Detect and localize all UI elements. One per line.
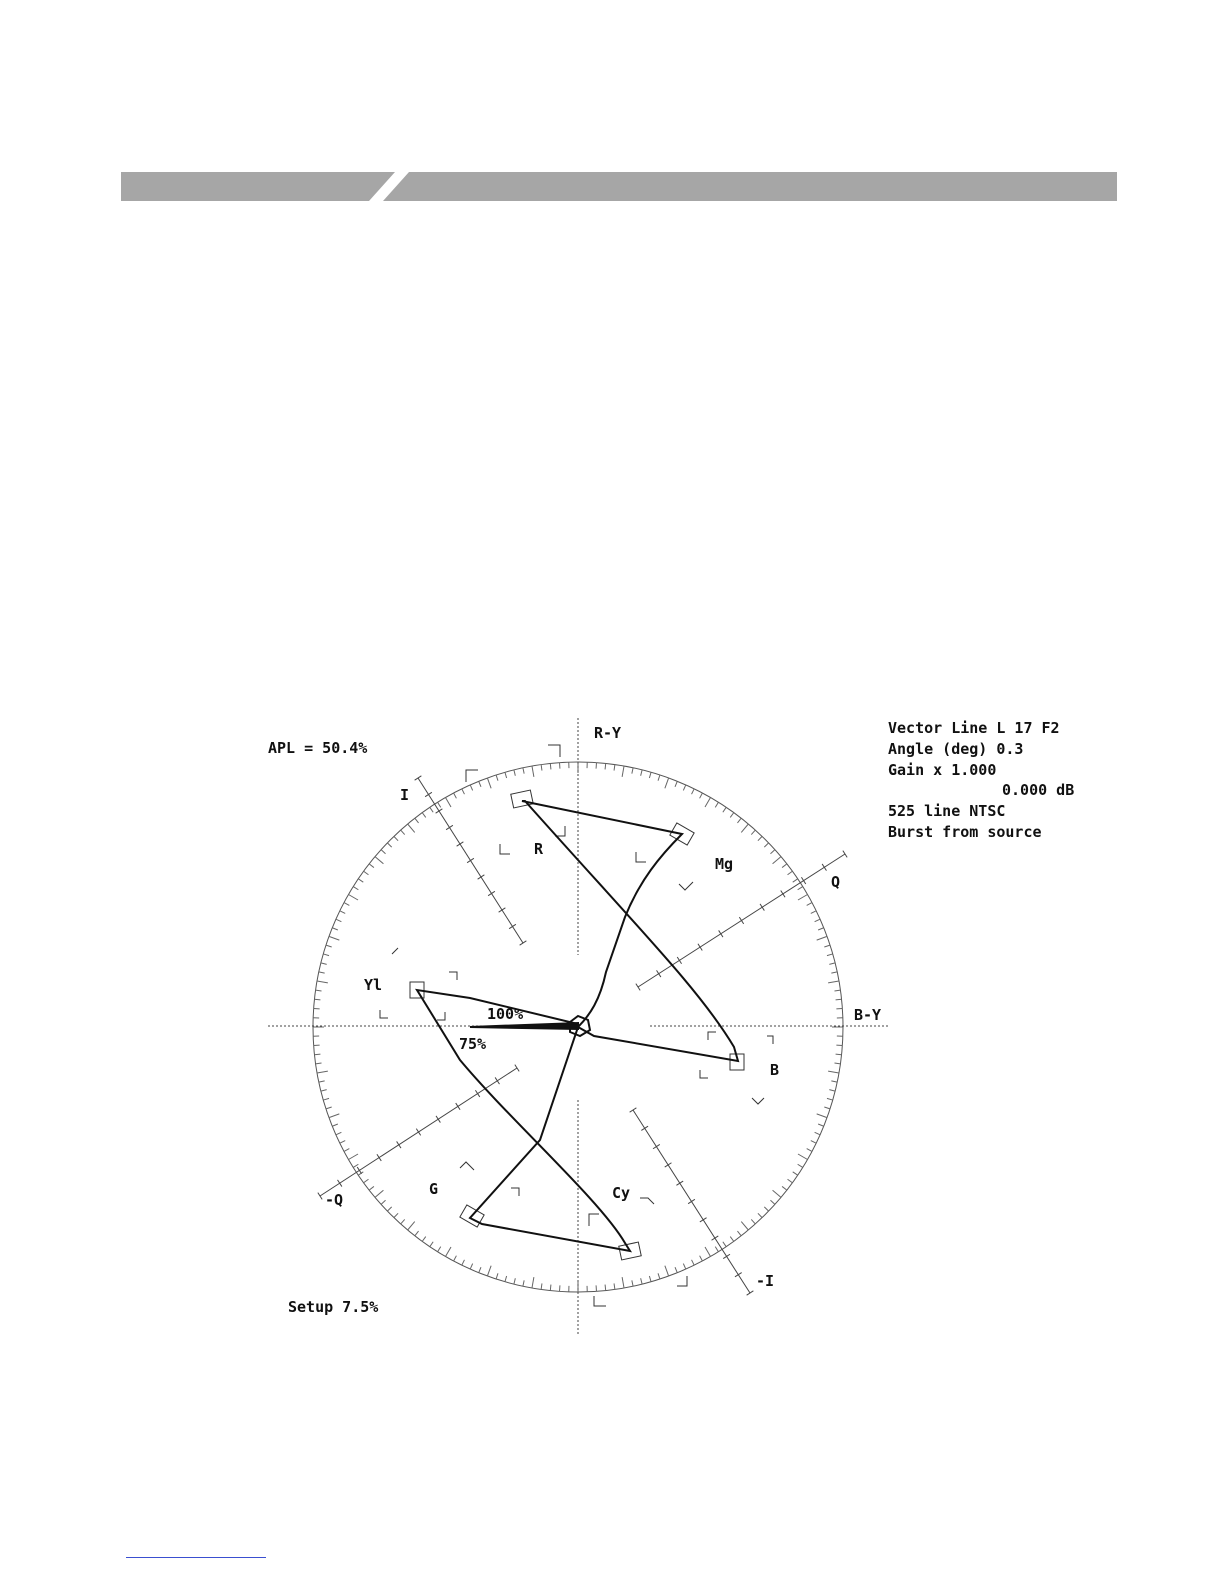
graticule-tick [541,765,542,771]
graticule-tick [408,1222,415,1230]
axis-tick [425,792,432,796]
graticule-tick [827,1098,833,1100]
graticule-tick [353,887,358,890]
graticule-tick [807,903,812,906]
graticule-tick [798,1164,803,1167]
graticule-tick [614,765,615,771]
axis-tick [723,1254,730,1258]
graticule-tick [523,768,524,774]
q-axis-label: Q [831,873,841,891]
axis-tick [488,891,495,895]
graticule-tick [758,1213,762,1217]
graticule-tick [394,1213,398,1217]
footer-rule [126,1557,266,1558]
axis-tick [657,970,661,977]
graticule-tick [479,781,481,787]
graticule-tick [730,813,734,818]
target-label-mg: Mg [715,855,734,873]
axis-tick [781,891,785,898]
graticule-tick [514,770,515,776]
graticule-tick [782,1186,787,1190]
graticule-tick [446,1247,452,1257]
axis-tick [700,1218,707,1222]
graticule-tick [340,911,345,914]
target-label-yl: Yl [364,976,383,994]
axis-tick [436,809,443,813]
axis-tick [357,1167,361,1174]
graticule-tick [375,1190,383,1197]
graticule-tick [632,1280,633,1286]
graticule-tick [316,1063,322,1064]
readout-burst: Burst from source [888,823,1042,841]
graticule-tick [336,919,341,921]
axis-tick [499,908,506,912]
graticule-tick [470,1264,472,1269]
graticule-tick [798,1154,808,1160]
graticule-tick [815,1132,820,1134]
graticule-tick [375,857,383,864]
graticule-tick [401,1219,405,1223]
burst-vector [470,1023,578,1029]
graticule-tick [770,850,774,854]
graticule-tick [349,895,359,901]
r-y-axis-label: R-Y [594,724,622,742]
graticule-tick [675,781,677,787]
axis-tick [641,1126,648,1130]
graticule-tick [831,1081,837,1082]
axis-tick [760,904,764,911]
axis-tick [822,864,826,871]
graticule-tick [700,793,703,798]
graticule-tick [381,850,385,854]
graticule-tick [462,789,465,794]
graticule-tick [649,772,651,778]
graticule-tick [317,981,328,983]
graticule-tick [381,1200,385,1204]
graticule-tick [793,1172,798,1175]
graticule-tick [541,1283,542,1289]
graticule-tick [523,1280,524,1286]
target-label-r: R [534,840,544,858]
graticule-tick [827,954,833,956]
graticule-tick [316,990,322,991]
graticule-tick [329,936,339,940]
minus-i-axis-label: -I [756,1272,775,1290]
graticule-tick [683,1264,685,1269]
graticule-tick [321,963,327,964]
graticule-tick [387,843,391,847]
axis-tick [495,1077,499,1084]
axis-tick [436,1116,440,1123]
axis-tick [843,851,847,858]
axis-tick [739,917,743,924]
graticule-tick [834,990,840,991]
target-label-b: B [770,1061,780,1079]
target-label-g: G [429,1180,439,1198]
graticule-tick [824,1107,830,1109]
graticule-tick [632,768,633,774]
graticule-tick [705,1247,711,1257]
graticule-tick [401,830,405,834]
graticule-tick [641,1278,642,1284]
axis-tick [688,1199,695,1203]
graticule-tick [422,1237,426,1242]
graticule-tick [415,818,419,823]
axis-tick [475,1090,479,1097]
graticule-tick [487,778,491,788]
axis-tick [509,924,516,928]
graticule-tick [344,903,349,906]
graticule-tick [319,1081,325,1082]
graticule-tick [817,1114,827,1118]
graticule-tick [314,999,320,1000]
graticule-tick [454,1256,457,1261]
axis-tick [630,1108,637,1112]
graticule-tick [829,1090,835,1091]
graticule-tick [479,1267,481,1273]
graticule-tick [818,1124,824,1126]
graticule-tick [665,1266,669,1276]
graticule-tick [415,1231,419,1236]
graticule-tick [828,981,839,983]
axis-tick [712,1236,719,1240]
graticule-tick [770,1200,774,1204]
graticule-tick [683,785,685,790]
apl-readout: APL = 50.4% [268,739,368,757]
graticule-tick [675,1267,677,1273]
axis-tick [515,1065,519,1072]
graticule-tick [811,1141,816,1144]
graticule-tick [815,919,820,921]
graticule-tick [358,879,363,882]
graticule-tick [369,1186,374,1190]
graticule-tick [788,871,793,875]
graticule-tick [314,1054,320,1055]
graticule-tick [369,864,374,868]
graticule-tick [438,1247,441,1252]
axis-tick [415,776,422,780]
graticule-tick [658,1273,660,1279]
graticule-tick [807,1149,812,1152]
graticule-tick [321,1090,327,1091]
graticule-tick [622,1277,624,1288]
axis-tick [377,1154,381,1161]
axis-tick [698,944,702,951]
graticule-tick [751,830,755,834]
graticule-tick [658,775,660,781]
setup-readout: Setup 7.5% [288,1298,379,1316]
graticule-tick [818,928,824,930]
graticule-tick [723,1242,726,1247]
level-label-75: 75% [459,1035,487,1053]
graticule-tick [836,1054,842,1055]
graticule-tick [798,895,808,901]
graticule-tick [811,911,816,914]
graticule-tick [751,1219,755,1223]
graticule-tick [319,972,325,973]
graticule-tick [758,836,762,840]
graticule-tick [329,1114,339,1118]
graticule-tick [532,1277,534,1288]
graticule-tick [622,766,624,777]
axis-tick [520,941,527,945]
axis-tick [478,875,485,879]
graticule-tick [550,1285,551,1291]
target-label-cy: Cy [612,1184,631,1202]
graticule-tick [430,807,433,812]
axis-tick [467,858,474,862]
graticule-tick [692,789,695,794]
axis-tick [676,1181,683,1185]
graticule-tick [422,813,426,818]
graticule-tick [764,843,768,847]
graticule-tick [505,1276,507,1282]
graticule-tick [364,1179,369,1183]
axis-tick [338,1180,342,1187]
graticule-tick [793,879,798,882]
graticule-tick [446,798,452,808]
graticule-tick [605,763,606,769]
graticule-tick [454,793,457,798]
axis-tick [318,1193,322,1200]
axis-tick [735,1273,742,1277]
readout-gain-db: 0.000 dB [1002,781,1075,799]
level-label-100: 100% [487,1005,524,1023]
graticule-tick [715,1247,718,1252]
graticule-tick [764,1207,768,1211]
axis-tick [457,842,464,846]
graticule-tick [692,1260,695,1265]
graticule-tick [836,999,842,1000]
graticule-tick [817,936,827,940]
graticule-tick [323,954,329,956]
graticule-tick [317,1071,328,1073]
graticule-tick [737,1231,741,1236]
i-axis-label: I [400,786,410,804]
graticule-tick [773,857,781,864]
graticule-tick [834,1063,840,1064]
graticule-tick [605,1285,606,1291]
axis-tick [636,984,640,991]
graticule-tick [349,1154,359,1160]
graticule-tick [798,887,803,890]
graticule-tick [788,1179,793,1183]
graticule-tick [641,770,642,776]
axis-tick [653,1144,660,1148]
axis-tick [801,877,805,884]
graticule-tick [723,807,726,812]
graticule-tick [394,836,398,840]
graticule-tick [344,1149,349,1152]
graticule-tick [387,1207,391,1211]
graticule-tick [649,1276,651,1282]
graticule-tick [332,928,338,930]
graticule-tick [332,1124,338,1126]
axis-tick [446,825,453,829]
graticule-tick [496,1273,498,1279]
graticule-tick [730,1237,734,1242]
graticule-tick [782,864,787,868]
graticule-tick [470,785,472,790]
graticule-tick [430,1242,433,1247]
graticule-tick [326,1107,332,1109]
readout-standard: 525 line NTSC [888,802,1006,820]
graticule-tick [737,818,741,823]
readout-vector-line: Vector Line L 17 F2 [888,719,1060,737]
axis-tick [456,1103,460,1110]
readout-angle: Angle (deg) 0.3 [888,740,1024,758]
axis-tick [719,930,723,937]
graticule-tick [364,871,369,875]
graticule-tick [438,802,441,807]
graticule-tick [741,1222,748,1230]
graticule-tick [336,1132,341,1134]
b-y-axis-label: B-Y [854,1006,882,1024]
axis-tick [397,1141,401,1148]
minus-q-axis-label: -Q [325,1191,344,1209]
graticule-tick [824,945,830,947]
graticule-tick [487,1266,491,1276]
graticule-tick [408,824,415,832]
axis-tick [416,1129,420,1136]
graticule-tick [323,1098,329,1100]
graticule-tick [705,798,711,808]
graticule-tick [773,1190,781,1197]
graticule-tick [505,772,507,778]
graticule-tick [715,802,718,807]
readout-gain: Gain x 1.000 [888,761,997,779]
graticule-tick [326,945,332,947]
graticule-tick [462,1260,465,1265]
graticule-tick [831,972,837,973]
graticule-tick [741,824,748,832]
graticule-tick [828,1071,839,1073]
graticule-tick [829,963,835,964]
graticule-tick [550,763,551,769]
measurement-readout [888,719,1074,841]
graticule-tick [340,1141,345,1144]
graticule-tick [496,775,498,781]
graticule-tick [665,778,669,788]
axis-tick [747,1291,754,1295]
axis-tick [665,1163,672,1167]
axis-tick [677,957,681,964]
graticule-tick [514,1278,515,1284]
graticule-tick [700,1256,703,1261]
graticule-tick [614,1283,615,1289]
graticule-tick [532,766,534,777]
